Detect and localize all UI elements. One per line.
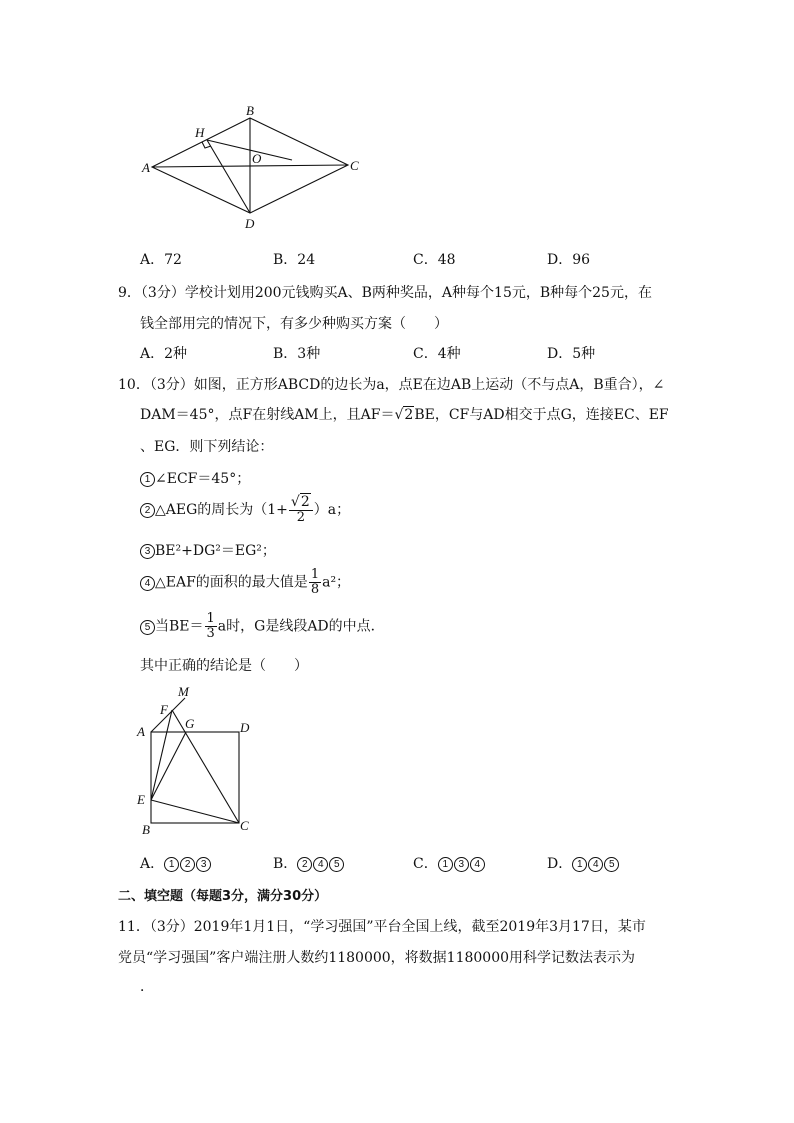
label-b: B	[246, 103, 254, 118]
q9-option-b[interactable]: B．3种	[273, 346, 321, 362]
q10-text-line3: 、EG．则下列结论：	[140, 439, 274, 455]
q10-option-b[interactable]: B． 2 4 5	[273, 853, 344, 873]
fraction: $\frac{1}{8}$	[310, 567, 320, 597]
segment-dh	[207, 140, 250, 213]
circled-number: 5	[140, 620, 155, 635]
label-a: A	[137, 724, 145, 739]
segment-cf	[172, 710, 239, 823]
q11-text-line1: 11．（3分）2019年1月1日，“学习强国”平台全国上线，截至2019年3月17日，某市	[118, 919, 646, 935]
q9-text-line1: 9．（3分）学校计划用200元钱购买A、B两种奖品，A种每个15元，B种每个25元，在	[118, 285, 652, 301]
label-e: E	[137, 792, 145, 807]
q10-text-line1: 10．（3分）如图，正方形ABCD的边长为a，点E在边AB上运动（不与点A，B重合），∠	[118, 377, 665, 393]
label-o: O	[252, 151, 262, 166]
q9-option-d[interactable]: D．5种	[547, 346, 596, 362]
label-a: A	[142, 160, 150, 175]
label-d: D	[245, 216, 255, 231]
q8-option-d[interactable]: D．96	[547, 252, 591, 268]
q10-option-a[interactable]: A． 1 2 3	[140, 853, 211, 873]
q11-text-line2: 党员“学习强国”客户端注册人数约1180000，将数据1180000用科学记数法表示为	[118, 950, 636, 966]
q9-option-c[interactable]: C．4种	[413, 346, 461, 362]
q8-option-b[interactable]: B．24	[273, 252, 316, 268]
segment-ec	[151, 800, 239, 823]
circled-number: 1	[140, 472, 155, 487]
label-c: C	[240, 818, 249, 833]
fraction: $\frac{√2}{2}$	[289, 495, 313, 525]
circled-number: 4	[140, 576, 155, 591]
label-b: B	[142, 822, 150, 837]
conclusion-3: 3 BE²+DG²＝EG²；	[140, 540, 276, 560]
q10-question: 其中正确的结论是（ ）	[140, 658, 308, 674]
q11-text-line3: ．	[140, 979, 154, 995]
q9-option-a[interactable]: A．2种	[140, 346, 188, 362]
conclusion-4: 4 △EAF的面积的最大值是 $\frac{1}{8}$ a²；	[140, 568, 350, 597]
q8-option-a[interactable]: A．72	[140, 252, 182, 268]
q10-option-d[interactable]: D． 1 4 5	[547, 853, 619, 873]
fraction: $\frac{1}{3}$	[206, 611, 215, 641]
label-c: C	[350, 158, 359, 173]
square-figure	[130, 680, 270, 840]
segment-ef	[151, 710, 172, 800]
label-h: H	[195, 125, 205, 140]
q9-text-line2: 钱全部用完的情况下，有多少种购买方案（ ）	[140, 316, 448, 332]
conclusion-1: 1 ∠ECF＝45°；	[140, 468, 250, 488]
label-f: F	[160, 702, 168, 717]
conclusion-5: 5 当BE＝ $\frac{1}{3}$ a时，G是线段AD的中点．	[140, 612, 385, 641]
label-m: M	[178, 684, 189, 699]
rhombus-figure	[130, 100, 370, 235]
section-title: 二、填空题（每题3分，满分30分）	[118, 889, 328, 904]
segment-eg	[151, 732, 186, 800]
label-g: G	[185, 716, 195, 731]
circled-number: 3	[140, 544, 155, 559]
circled-number: 2	[140, 503, 155, 518]
q10-text-line2: DAM＝45°，点F在射线AM上，且AF＝√2BE，CF与AD相交于点G，连接EC、EF	[140, 407, 669, 423]
q8-option-c[interactable]: C．48	[413, 252, 456, 268]
label-d: D	[240, 720, 250, 735]
q10-option-c[interactable]: C． 1 3 4	[413, 853, 485, 873]
conclusion-2: 2 △AEG的周长为（1+ $\frac{√2}{2}$ ）a；	[140, 495, 350, 525]
